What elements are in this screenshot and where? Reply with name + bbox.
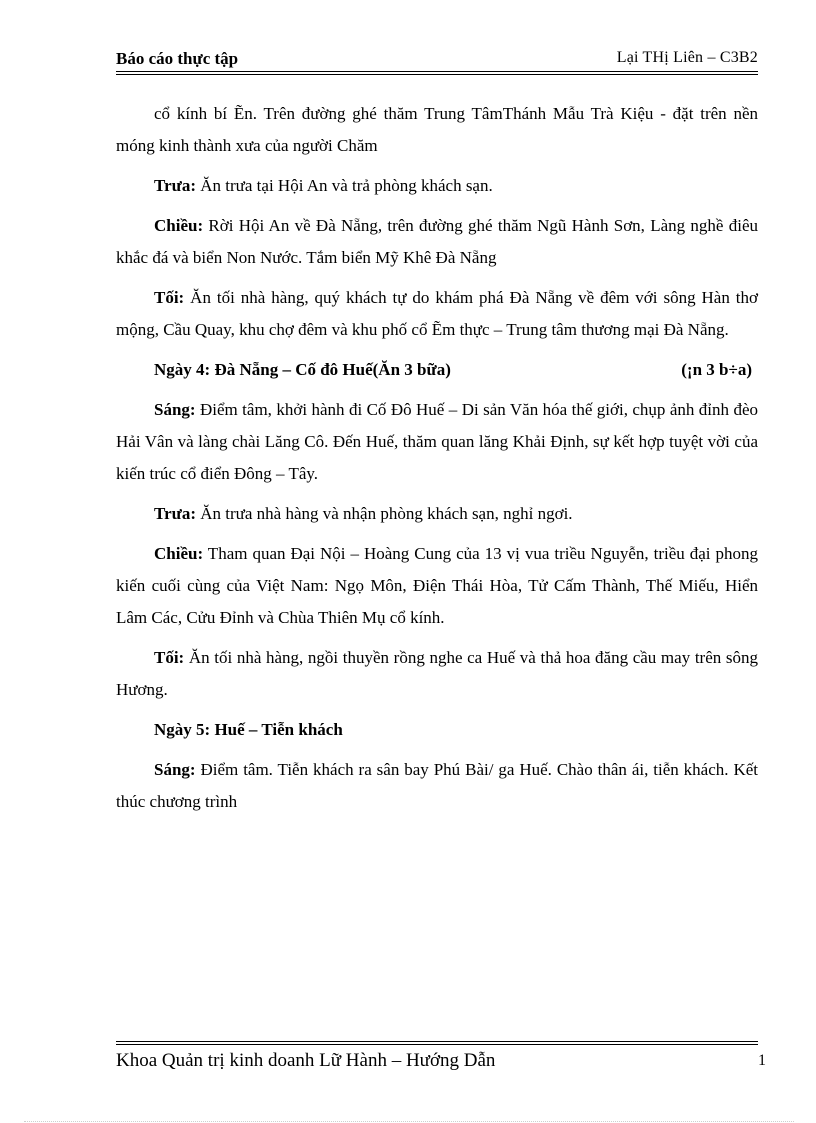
day4-aside: (¡n 3 b÷a) bbox=[681, 360, 752, 379]
label-evening: Tối: bbox=[154, 648, 185, 667]
label-lunch: Trưa: bbox=[154, 176, 196, 195]
footer-rule-2 bbox=[116, 1044, 758, 1045]
text-lunch: Ăn trưa nhà hàng và nhận phòng khách sạn, nghỉ ngơi. bbox=[196, 504, 573, 523]
footer-rule-1 bbox=[116, 1041, 758, 1042]
report-title: Báo cáo thực tập bbox=[116, 49, 239, 68]
label-afternoon: Chiều: bbox=[154, 216, 204, 235]
paragraph-afternoon-day4 bbox=[116, 538, 758, 634]
paragraph-morning-day4 bbox=[116, 394, 758, 490]
page-header bbox=[116, 49, 758, 73]
text-morning: Điểm tâm. Tiễn khách ra sân bay Phú Bài/ ga Huế. Chào thân ái, tiễn khách. Kết thúc chương trình bbox=[116, 760, 758, 811]
label-lunch: Trưa: bbox=[154, 504, 196, 523]
header-rule-1 bbox=[116, 71, 758, 72]
paragraph-evening-day4 bbox=[116, 642, 758, 706]
page-edge-dotted-line bbox=[24, 1121, 794, 1122]
day5-heading bbox=[116, 714, 758, 746]
paragraph-lunch-day3 bbox=[116, 170, 758, 202]
paragraph-evening-day3 bbox=[116, 282, 758, 346]
document-body bbox=[116, 98, 758, 826]
day5-title: Ngày 5: Huế – Tiễn khách bbox=[154, 720, 343, 739]
label-morning: Sáng: bbox=[154, 760, 196, 779]
paragraph-1: cổ kính bí Ẽn. Trên đường ghé thăm Trung TâmThánh Mẫu Trà Kiệu - đặt trên nền móng kinh thành xưa của người Chăm bbox=[116, 104, 758, 155]
text-afternoon: Tham quan Đại Nội – Hoàng Cung của 13 vị vua triều Nguyễn, triều đại phong kiến cuối cùng của Việt Nam: Ngọ Môn, Điện Thái Hòa, Tử Cấm Thành, Thế Miếu, Hiển Lâm Các, Cửu Đỉnh và Chùa Thiên Mụ cổ kính. bbox=[116, 544, 758, 627]
text-lunch: Ăn trưa tại Hội An và trả phòng khách sạn. bbox=[196, 176, 493, 195]
text-evening: Ăn tối nhà hàng, ngồi thuyền rồng nghe ca Huế và thả hoa đăng cầu may trên sông Hương. bbox=[116, 648, 758, 699]
page-footer bbox=[116, 1050, 766, 1080]
page-number: 1 bbox=[758, 1052, 766, 1069]
text-afternoon: Rời Hội An về Đà Nẵng, trên đường ghé thăm Ngũ Hành Sơn, Làng nghề điêu khắc đá và biển Non Nước. Tắm biển Mỹ Khê Đà Nẵng bbox=[116, 216, 758, 267]
label-afternoon: Chiều: bbox=[154, 544, 204, 563]
paragraph-morning-day5 bbox=[116, 754, 758, 818]
paragraph-lunch-day4 bbox=[116, 498, 758, 530]
text-morning: Điểm tâm, khởi hành đi Cố Đô Huế – Di sản Văn hóa thế giới, chụp ảnh đỉnh đèo Hải Vân và làng chài Lăng Cô. Đến Huế, thăm quan lăng Khải Định, sự kết hợp tuyệt vời của kiến trúc cổ điển Đông – Tây. bbox=[116, 400, 758, 483]
label-evening: Tối: bbox=[154, 288, 185, 307]
text-evening: Ăn tối nhà hàng, quý khách tự do khám phá Đà Nẵng về đêm với sông Hàn thơ mộng, Cầu Quay, khu chợ đêm và khu phố cổ Ẽm thực – Trung tâm thương mại Đà Nẵng. bbox=[116, 288, 758, 339]
paragraph-afternoon-day3 bbox=[116, 210, 758, 274]
day4-heading bbox=[116, 354, 758, 386]
author-info: Lại THị Liên – C3B2 bbox=[616, 49, 758, 66]
faculty-name: Khoa Quản trị kinh doanh Lữ Hành – Hướng Dẫn bbox=[116, 1050, 496, 1071]
day4-title: Ngày 4: Đà Nẵng – Cố đô Huế(Ăn 3 bữa) bbox=[154, 360, 451, 379]
label-morning: Sáng: bbox=[154, 400, 196, 419]
header-rule-2 bbox=[116, 74, 758, 75]
